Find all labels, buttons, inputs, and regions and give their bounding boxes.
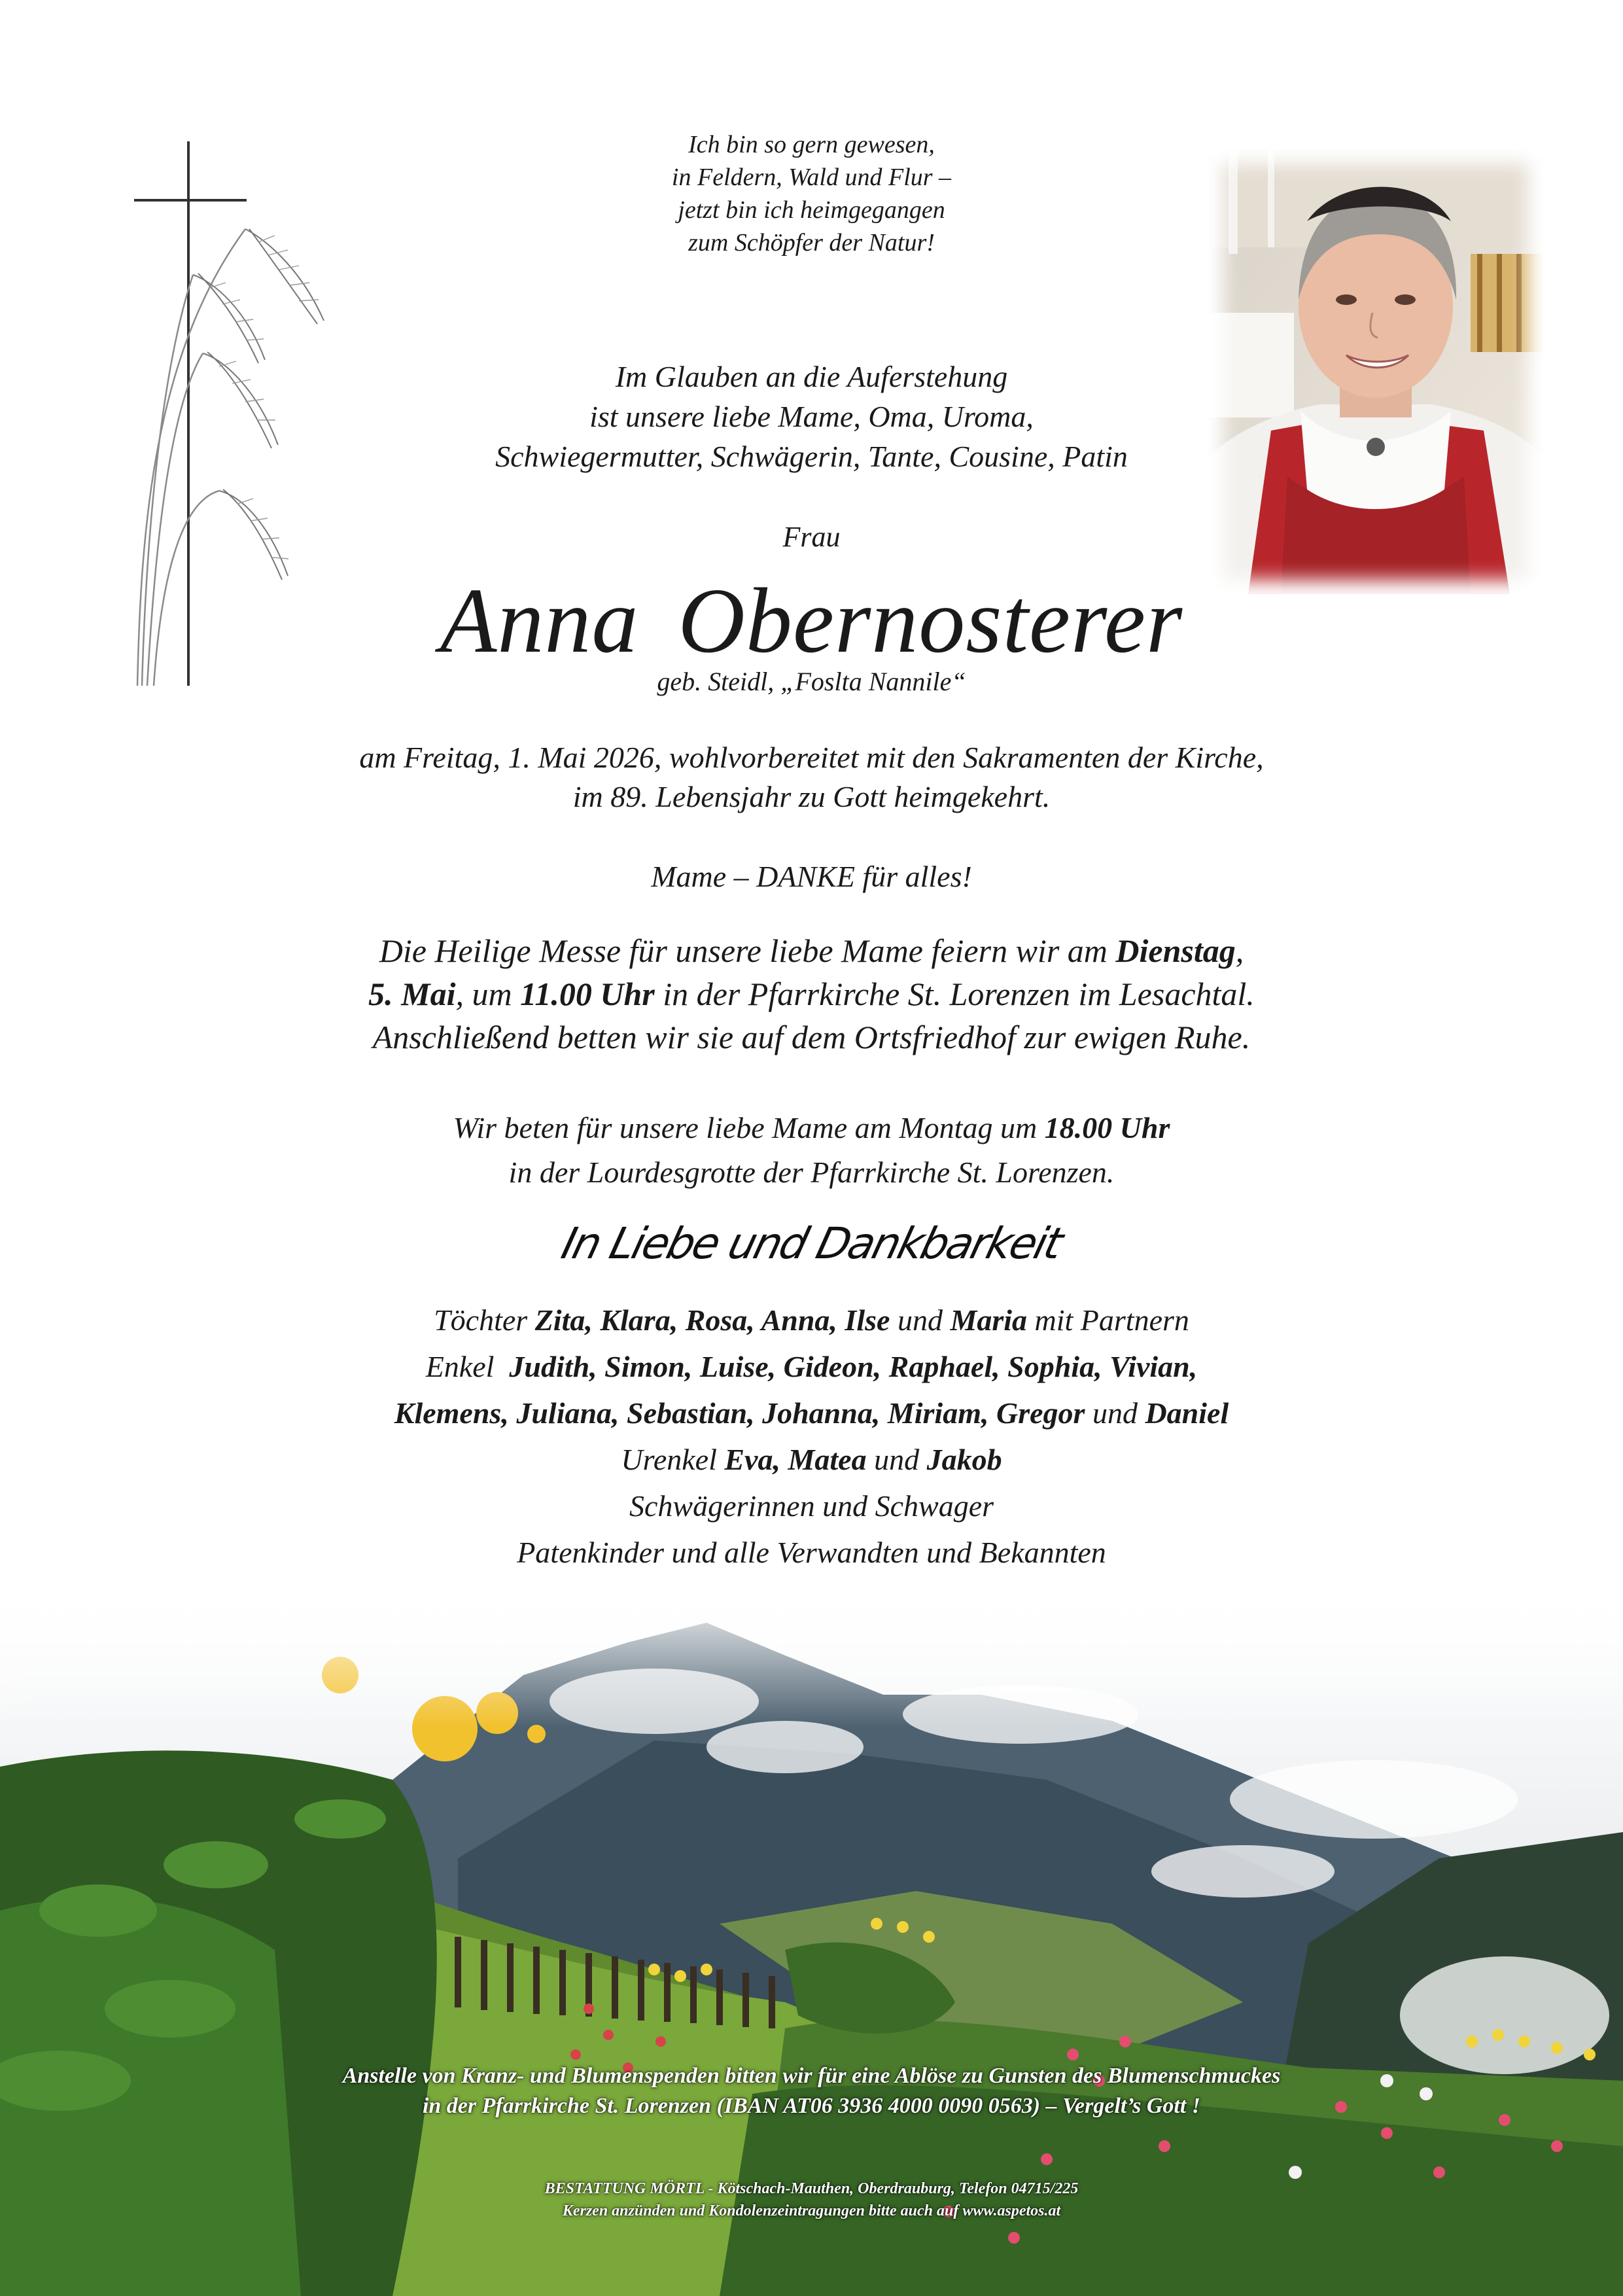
prayer-line <box>0 1106 1623 1150</box>
mass-time: 11.00 Uhr <box>520 976 655 1012</box>
family-list <box>0 1297 1623 1576</box>
closing-phrase: In Liebe und Dankbarkeit <box>556 1218 1067 1269</box>
donation-notice <box>0 2061 1623 2121</box>
family-line-daughters <box>0 1297 1623 1343</box>
deceased-name <box>0 568 1623 673</box>
prayer-announcement <box>0 1106 1623 1195</box>
death-line: im 89. Lebensjahr zu Gott heimgekehrt. <box>572 780 1051 813</box>
family-text: Enkel <box>425 1350 510 1383</box>
family-names: Judith, Simon, Luise, Gideon, Raphael, Sophia, Vivian, <box>509 1350 1198 1383</box>
death-notice <box>0 738 1623 817</box>
poem-line: Ich bin so gern gewesen, <box>688 131 935 158</box>
poem-line: jetzt bin ich heimgegangen <box>678 196 945 224</box>
mass-line <box>0 929 1623 972</box>
first-name: Anna <box>440 569 639 672</box>
prayer-line: in der Lourdesgrotte der Pfarrkirche St. Lorenzen. <box>508 1156 1115 1189</box>
intro-text <box>0 357 1623 476</box>
intro-line: ist unsere liebe Mame, Oma, Uroma, <box>589 400 1034 433</box>
family-text: und <box>890 1303 951 1337</box>
family-text: Töchter <box>434 1303 535 1337</box>
undertaker-line: Kerzen anzünden und Kondolenzeintragungen bitte auch auf www.aspetos.at <box>562 2202 1061 2219</box>
mass-day: Dienstag <box>1115 932 1236 969</box>
donation-line: Anstelle von Kranz- und Blumenspenden bitten wir für eine Ablöse zu Gunsten des Blumenschmuckes <box>342 2064 1281 2088</box>
family-line-others: Patenkinder und alle Verwandten und Bekannten <box>517 1536 1106 1569</box>
family-text: und <box>1085 1396 1145 1430</box>
undertaker-info <box>0 2178 1623 2222</box>
family-names: Eva, Matea <box>724 1443 867 1476</box>
family-line-grandchildren-2 <box>0 1390 1623 1436</box>
poem-line: zum Schöpfer der Natur! <box>688 229 935 256</box>
mass-date: 5. Mai <box>368 976 456 1012</box>
mass-text: , um <box>455 976 521 1012</box>
family-names: Jakob <box>926 1443 1002 1476</box>
mass-announcement <box>0 929 1623 1059</box>
family-names: Zita, Klara, Rosa, Anna, Ilse <box>534 1303 890 1337</box>
mass-line <box>0 972 1623 1016</box>
salutation: Frau <box>782 521 841 553</box>
family-line-grandchildren <box>0 1343 1623 1390</box>
family-names: Klemens, Juliana, Sebastian, Johanna, Miriam, Gregor <box>394 1396 1085 1430</box>
death-line: am Freitag, 1. Mai 2026, wohlvorbereitet mit den Sakramenten der Kirche, <box>359 741 1264 774</box>
mass-text: in der Pfarrkirche St. Lorenzen im Lesachtal. <box>654 976 1255 1012</box>
family-text: Urenkel <box>621 1443 725 1476</box>
mass-text: , <box>1235 932 1244 969</box>
family-line-great-grandchildren <box>0 1436 1623 1483</box>
mass-text: Die Heilige Messe für unsere liebe Mame feiern wir am <box>379 932 1116 969</box>
prayer-time: 18.00 Uhr <box>1044 1111 1170 1144</box>
intro-line: Im Glauben an die Auferstehung <box>615 360 1008 393</box>
family-text: mit Partnern <box>1027 1303 1189 1337</box>
family-text: und <box>866 1443 927 1476</box>
birth-note: geb. Steidl, „Foslta Nannile“ <box>657 667 966 696</box>
family-line-inlaws: Schwägerinnen und Schwager <box>629 1489 994 1523</box>
poem-line: in Feldern, Wald und Flur – <box>671 164 952 191</box>
intro-line: Schwiegermutter, Schwägerin, Tante, Cousine, Patin <box>495 440 1128 473</box>
mass-line: Anschließend betten wir sie auf dem Ortsfriedhof zur ewigen Ruhe. <box>372 1019 1251 1055</box>
family-names: Daniel <box>1145 1396 1229 1430</box>
thanks-line: Mame – DANKE für alles! <box>651 860 972 893</box>
prayer-text: Wir beten für unsere liebe Mame am Montag um <box>453 1111 1045 1144</box>
last-name: Obernosterer <box>678 569 1183 672</box>
undertaker-line: BESTATTUNG MÖRTL - Kötschach-Mauthen, Oberdrauburg, Telefon 04715/225 <box>544 2180 1079 2197</box>
donation-line: in der Pfarrkirche St. Lorenzen (IBAN AT06 3936 4000 0090 0563) – Vergelt’s Gott ! <box>422 2094 1201 2118</box>
family-names: Maria <box>950 1303 1028 1337</box>
poem <box>0 128 1623 259</box>
